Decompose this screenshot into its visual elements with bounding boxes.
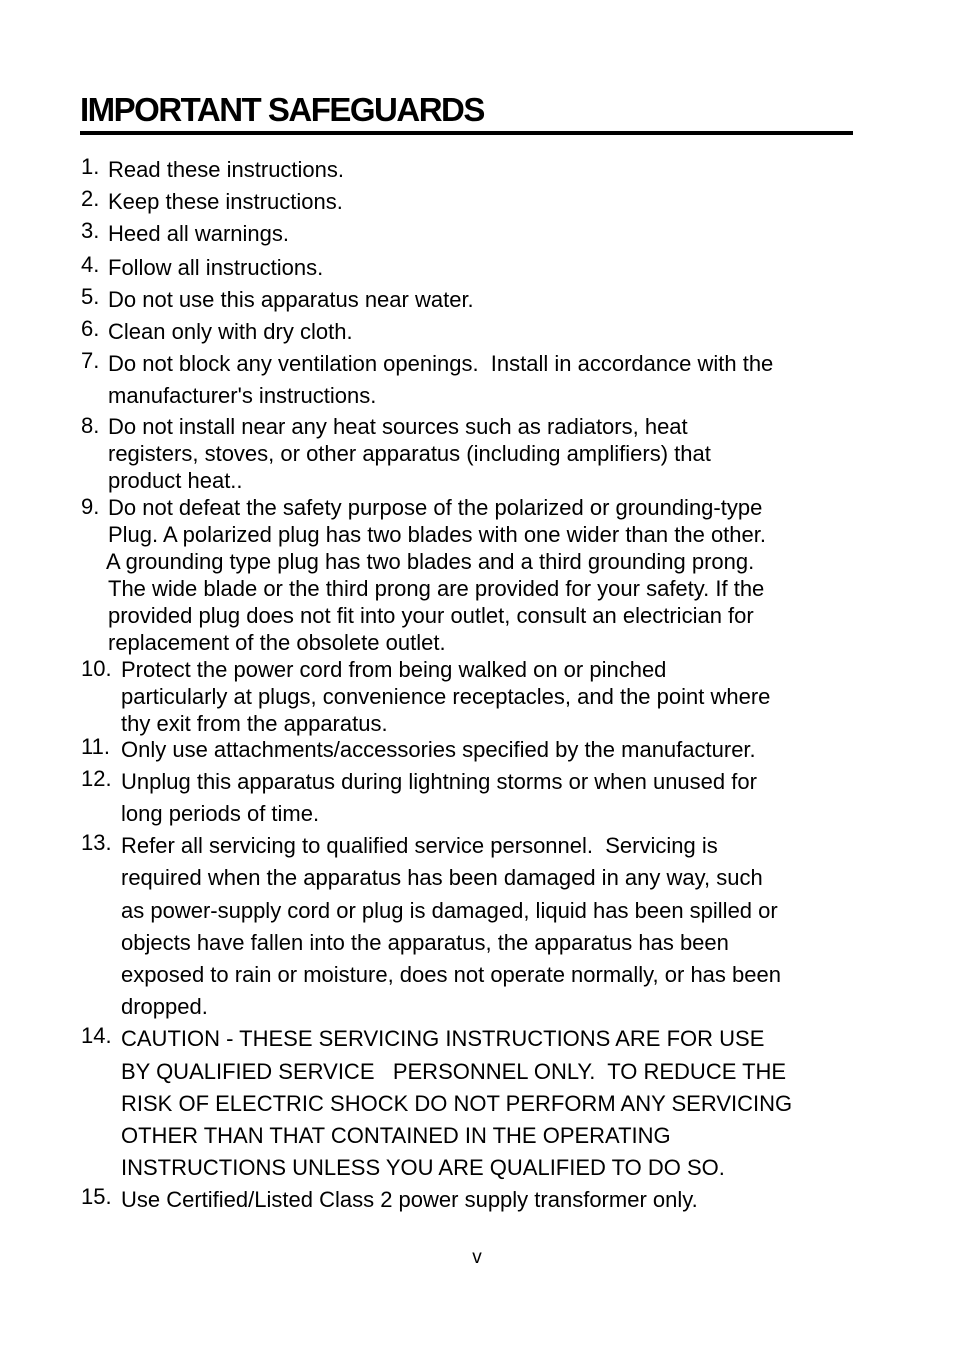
item-text bbox=[108, 316, 871, 348]
item-text-line: RISK OF ELECTRIC SHOCK DO NOT PERFORM ANY SERVICING bbox=[121, 1090, 793, 1116]
item-text-line: registers, stoves, or other apparatus (including amplifiers) that bbox=[108, 440, 711, 466]
item-text-line: particularly at plugs, convenience receptacles, and the point where bbox=[121, 683, 771, 709]
list-item bbox=[81, 830, 871, 1023]
item-text-line: Do not install near any heat sources such as radiators, heat bbox=[108, 413, 688, 439]
item-text bbox=[121, 734, 871, 766]
item-number: 13. bbox=[81, 830, 112, 856]
item-text bbox=[121, 1023, 871, 1184]
item-number: 9. bbox=[81, 493, 100, 519]
item-text-line: Only use attachments/accessories specified by the manufacturer. bbox=[121, 736, 756, 762]
list-item bbox=[81, 186, 871, 218]
item-number: 3. bbox=[81, 218, 100, 244]
item-number: 4. bbox=[81, 251, 100, 277]
item-number: 12. bbox=[81, 765, 112, 791]
item-text-line: as power-supply cord or plug is damaged, liquid has been spilled or bbox=[121, 897, 778, 923]
list-item bbox=[81, 1023, 871, 1184]
item-text bbox=[108, 186, 871, 218]
item-text-line: Do not block any ventilation openings. Install in accordance with the bbox=[108, 351, 774, 377]
item-number: 10. bbox=[81, 655, 112, 681]
list-item bbox=[81, 1184, 871, 1216]
item-text-line: manufacturer's instructions. bbox=[108, 383, 377, 409]
item-number: 1. bbox=[81, 154, 100, 179]
item-number: 6. bbox=[81, 316, 100, 342]
item-text-line: OTHER THAN THAT CONTAINED IN THE OPERATING bbox=[121, 1123, 671, 1149]
list-item bbox=[81, 348, 871, 412]
list-item bbox=[81, 766, 871, 830]
item-text bbox=[121, 1184, 871, 1216]
item-text-line: Do not use this apparatus near water. bbox=[108, 286, 474, 312]
item-text bbox=[108, 284, 871, 316]
safeguards-list bbox=[81, 154, 871, 1217]
item-text bbox=[121, 766, 871, 830]
item-text-line: exposed to rain or moisture, does not operate normally, or has been bbox=[121, 962, 781, 988]
list-item bbox=[81, 494, 871, 656]
item-text-line: long periods of time. bbox=[121, 801, 320, 827]
item-text bbox=[108, 494, 871, 656]
item-text-line: Do not defeat the safety purpose of the polarized or grounding-type bbox=[108, 494, 763, 520]
item-text bbox=[108, 252, 871, 284]
item-text-line: provided plug does not fit into your outlet, consult an electrician for bbox=[108, 602, 754, 628]
list-item bbox=[81, 154, 871, 186]
item-text bbox=[121, 656, 871, 737]
item-text-line: Plug. A polarized plug has two blades with one wider than the other. bbox=[108, 521, 766, 547]
item-text-line: Unplug this apparatus during lightning storms or when unused for bbox=[121, 768, 757, 794]
item-number: 7. bbox=[81, 348, 100, 374]
item-text-line: thy exit from the apparatus. bbox=[121, 710, 388, 736]
item-text-line: A grounding type plug has two blades and a third grounding prong. bbox=[106, 548, 755, 574]
list-item bbox=[81, 218, 871, 250]
item-text bbox=[108, 348, 871, 412]
item-text-line: BY QUALIFIED SERVICE PERSONNEL ONLY. TO REDUCE THE bbox=[121, 1058, 787, 1084]
item-text-line: replacement of the obsolete outlet. bbox=[108, 629, 446, 655]
list-item bbox=[81, 734, 871, 766]
item-text bbox=[108, 218, 871, 250]
page-title: IMPORTANT SAFEGUARDS bbox=[80, 90, 853, 135]
item-text-line: The wide blade or the third prong are provided for your safety. If the bbox=[108, 575, 765, 601]
item-text-line: Refer all servicing to qualified service personnel. Servicing is bbox=[121, 833, 718, 859]
item-number: 11. bbox=[81, 733, 110, 759]
list-item bbox=[81, 252, 871, 284]
item-text-line: required when the apparatus has been damaged in any way, such bbox=[121, 865, 763, 891]
item-text-line: Protect the power cord from being walked on or pinched bbox=[121, 656, 667, 682]
item-number: 2. bbox=[81, 186, 100, 212]
item-text bbox=[108, 154, 871, 186]
item-text-line: Use Certified/Listed Class 2 power supply transformer only. bbox=[121, 1187, 698, 1213]
list-item bbox=[81, 316, 871, 348]
item-text-line: product heat.. bbox=[108, 467, 243, 493]
item-text-line: CAUTION - THESE SERVICING INSTRUCTIONS ARE FOR USE bbox=[121, 1026, 765, 1052]
item-text-line: dropped. bbox=[121, 994, 208, 1020]
item-text-line: INSTRUCTIONS UNLESS YOU ARE QUALIFIED TO DO SO. bbox=[121, 1155, 725, 1181]
item-text-line: Heed all warnings. bbox=[108, 221, 289, 247]
item-text bbox=[108, 413, 871, 494]
item-text-line: Follow all instructions. bbox=[108, 254, 324, 280]
list-item bbox=[81, 413, 871, 494]
list-item bbox=[81, 284, 871, 316]
item-text-line: objects have fallen into the apparatus, the apparatus has been bbox=[121, 929, 729, 955]
item-text-line: Read these instructions. bbox=[108, 157, 345, 182]
item-number: 15. bbox=[81, 1184, 112, 1210]
item-text bbox=[121, 830, 871, 1023]
item-text-line: Keep these instructions. bbox=[108, 189, 343, 215]
item-number: 8. bbox=[81, 412, 100, 438]
item-number: 14. bbox=[81, 1023, 112, 1049]
item-text-line: Clean only with dry cloth. bbox=[108, 319, 353, 345]
item-number: 5. bbox=[81, 283, 100, 309]
page-number: v bbox=[472, 1247, 482, 1268]
list-item bbox=[81, 656, 871, 737]
